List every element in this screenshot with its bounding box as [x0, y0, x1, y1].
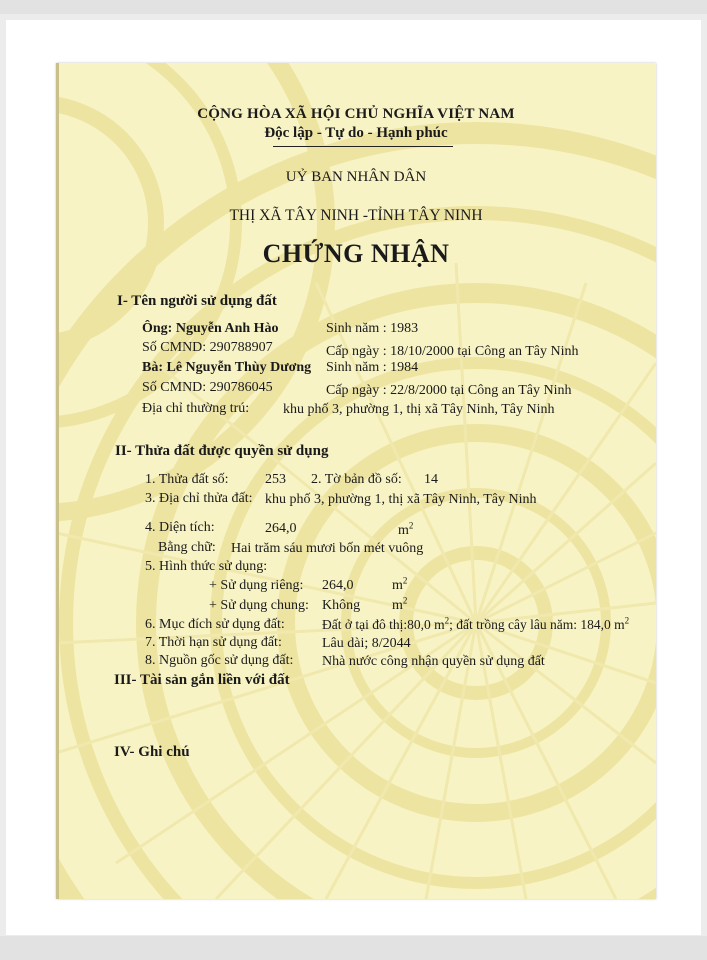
term-value: Lâu dài; 8/2044 — [322, 636, 411, 651]
area-unit: $m^2$ — [398, 520, 414, 538]
term-label: 7. Thời hạn sử dụng đất: — [145, 635, 282, 650]
parcel-value: 253 — [265, 472, 286, 487]
area-value: 264,0 — [265, 521, 297, 536]
owner1-birth-year: Sinh năm : 1983 — [326, 321, 419, 336]
owner2-name: Bà: Lê Nguyễn Thùy Dương — [142, 360, 312, 375]
bottom-bar — [0, 936, 707, 960]
section1-heading: I- Tên người sử dụng đất — [117, 293, 277, 309]
private-use-label: + Sử dụng riêng: — [209, 578, 304, 593]
private-use-unit: $m^2$ — [392, 575, 408, 593]
parcel-address-label: 3. Địa chỉ thửa đất: — [145, 491, 253, 506]
map-sheet-label: 2. Tờ bản đồ số: — [311, 472, 402, 487]
document-title: CHỨNG NHẬN — [262, 239, 450, 268]
owner2-birth-year: Sinh năm : 1984 — [326, 360, 419, 375]
paper-edge — [56, 63, 59, 899]
certificate-paper — [56, 63, 656, 899]
purpose-label: 6. Mục đích sử dụng đất: — [145, 617, 285, 632]
town-heading: THỊ XÃ TÂY NINH -TỈNH TÂY NINH — [229, 207, 483, 224]
owner2-id-issued: Cấp ngày : 22/8/2000 tại Công an Tây Ninh — [326, 383, 572, 398]
address-value: khu phố 3, phường 1, thị xã Tây Ninh, Tây Ninh — [283, 402, 555, 417]
common-use-label: + Sử dụng chung: — [209, 598, 309, 613]
in-words-label: Bằng chữ: — [158, 540, 216, 555]
in-words-value: Hai trăm sáu mươi bốn mét vuông — [231, 541, 424, 556]
nation-heading: CỘNG HÒA XÃ HỘI CHỦ NGHĨA VIỆT NAM — [197, 106, 515, 122]
owner1-id-number: Số CMND: 290788907 — [142, 340, 273, 355]
section2-heading: II- Thửa đất được quyền sử dụng — [115, 443, 329, 459]
parcel-label: 1. Thửa đất số: — [145, 472, 229, 487]
owner2-id-number: Số CMND: 290786045 — [142, 380, 273, 395]
origin-label: 8. Nguồn gốc sử dụng đất: — [145, 653, 294, 668]
purpose-value: Đất ở tại đô thị:80,0 $m^2$; đất trồng cây lâu năm: 184,0 $m^2$ — [322, 615, 630, 632]
map-sheet-value: 14 — [424, 472, 438, 487]
common-use-value: Không — [322, 598, 361, 613]
private-use-value: 264,0 — [322, 578, 354, 593]
top-bar — [0, 0, 707, 14]
address-label: Địa chỉ thường trú: — [142, 401, 250, 416]
motto: Độc lập - Tự do - Hạnh phúc — [264, 125, 448, 141]
area-label: 4. Diện tích: — [145, 520, 215, 535]
origin-value: Nhà nước công nhận quyền sử dụng đất — [322, 654, 545, 669]
common-use-unit: $m^2$ — [392, 595, 408, 613]
motto-underline — [273, 146, 453, 147]
usage-form-label: 5. Hình thức sử dụng: — [145, 559, 268, 574]
parcel-address-value: khu phố 3, phường 1, thị xã Tây Ninh, Tây Ninh — [265, 492, 537, 507]
owner1-name: Ông: Nguyễn Anh Hào — [142, 321, 279, 336]
owner1-id-issued: Cấp ngày : 18/10/2000 tại Công an Tây Ninh — [326, 344, 579, 359]
committee-heading: UỶ BAN NHÂN DÂN — [285, 169, 427, 185]
section4-heading: IV- Ghi chú — [114, 744, 190, 760]
section3-heading: III- Tài sản gắn liền với đất — [114, 672, 290, 688]
